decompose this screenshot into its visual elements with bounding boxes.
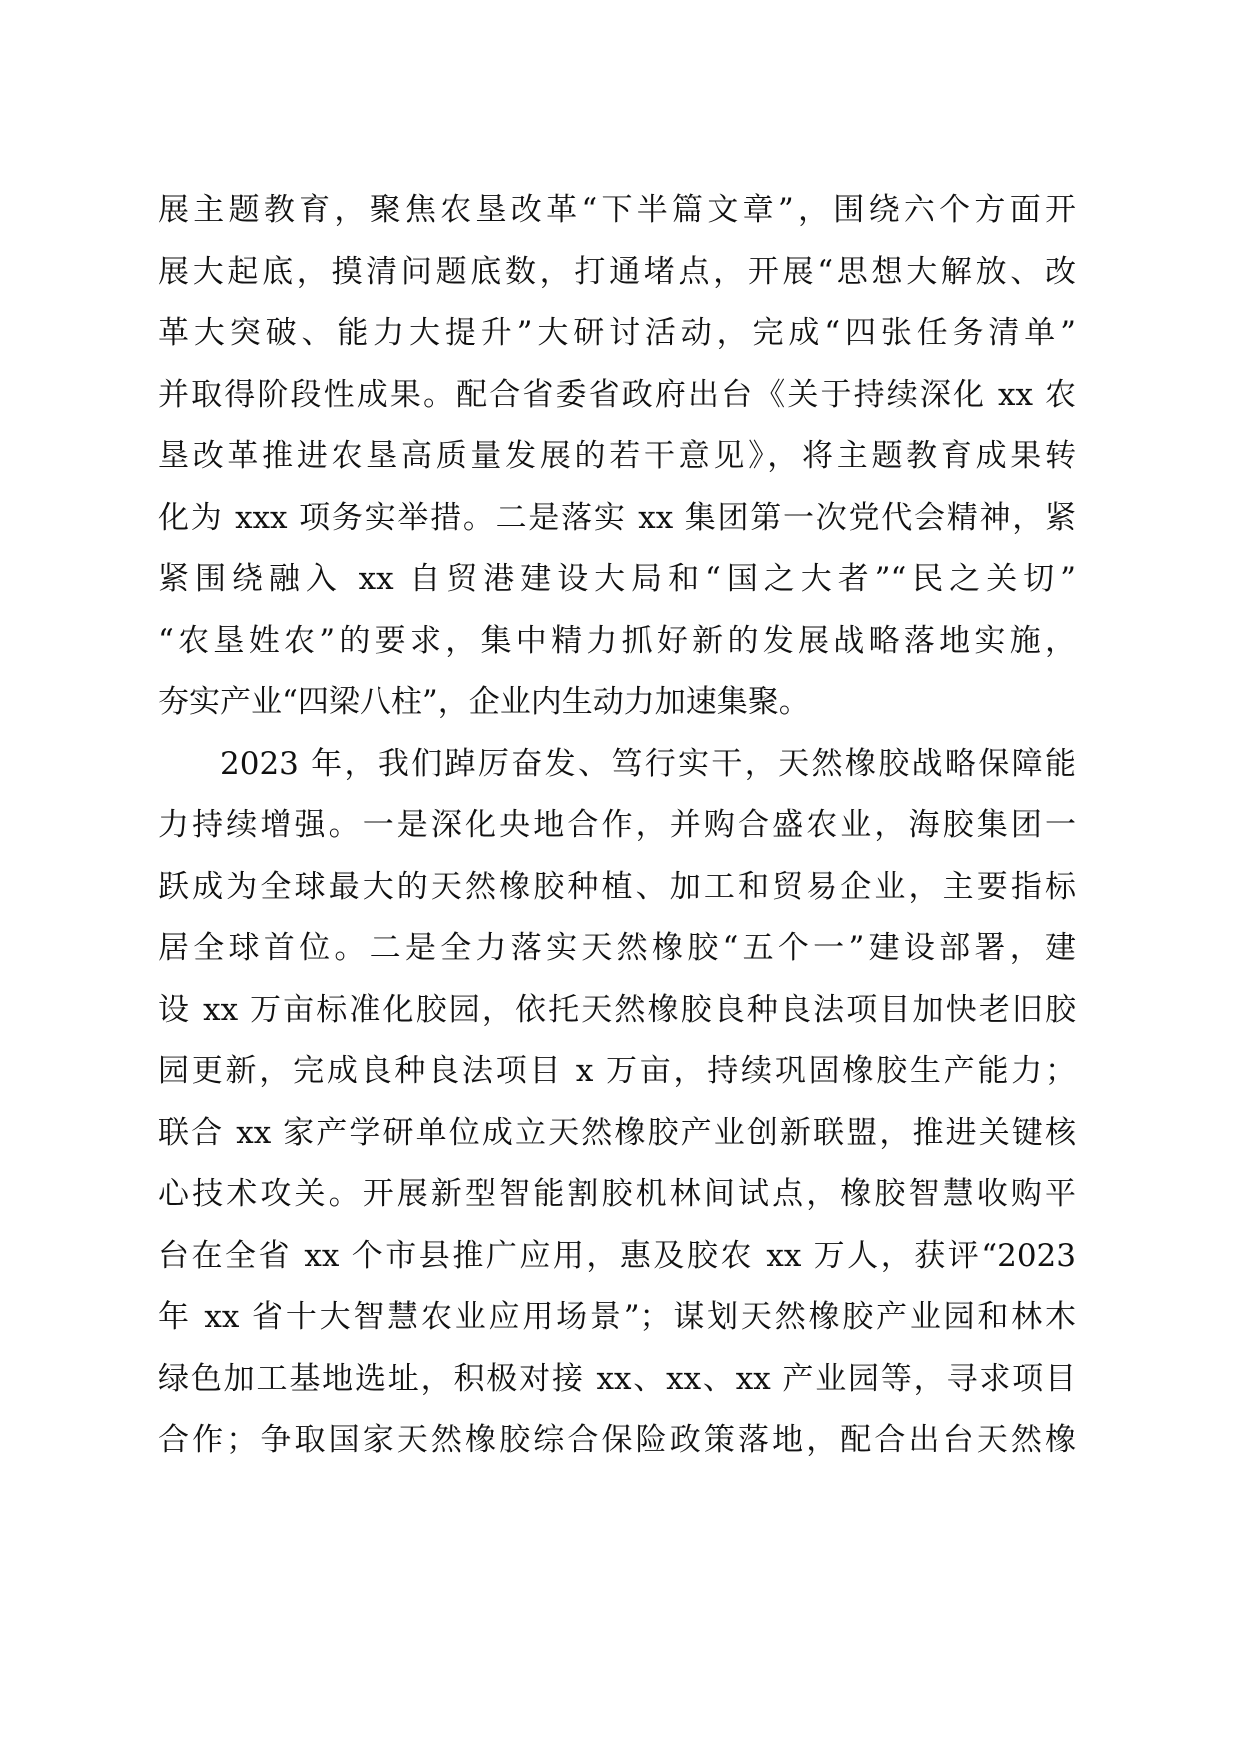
paragraph-line: 跃成为全球最大的天然橡胶种植、加工和贸易企业，主要指标 bbox=[158, 868, 1076, 905]
body-text bbox=[158, 188, 1076, 1480]
paragraph-1 bbox=[158, 188, 1076, 742]
paragraph-line: 力持续增强。一是深化央地合作，并购合盛农业，海胶集团一 bbox=[158, 807, 1076, 843]
paragraph-line: “农垦姓农”的要求，集中精力抓好新的发展战略落地实施， bbox=[158, 622, 1076, 659]
paragraph-line: 年 xx 省十大智慧农业应用场景”；谋划天然橡胶产业园和林木 bbox=[158, 1299, 1076, 1335]
paragraph-line: 居全球首位。二是全力落实天然橡胶“五个一”建设部署，建 bbox=[158, 930, 1076, 966]
paragraph-2 bbox=[158, 742, 1076, 1480]
paragraph-line: 心技术攻关。开展新型智能割胶机林间试点，橡胶智慧收购平 bbox=[158, 1176, 1076, 1212]
paragraph-line: 展大起底，摸清问题底数，打通堵点，开展“思想大解放、改 bbox=[158, 253, 1076, 290]
paragraph-line: 合作；争取国家天然橡胶综合保险政策落地，配合出台天然橡 bbox=[158, 1422, 1076, 1458]
paragraph-line: 垦改革推进农垦高质量发展的若干意见》，将主题教育成果转 bbox=[158, 438, 1076, 474]
paragraph-line: 革大突破、能力大提升”大研讨活动，完成“四张任务清单” bbox=[158, 315, 1076, 351]
paragraph-line: 紧围绕融入 xx 自贸港建设大局和“国之大者”“民之关切” bbox=[158, 561, 1076, 597]
paragraph-line: 夯实产业“四梁八柱”，企业内生动力加速集聚。 bbox=[158, 684, 810, 720]
paragraph-line: 展主题教育，聚焦农垦改革“下半篇文章”，围绕六个方面开 bbox=[158, 192, 1076, 228]
paragraph-line: 设 xx 万亩标准化胶园，依托天然橡胶良种良法项目加快老旧胶 bbox=[158, 991, 1076, 1028]
paragraph-line: 化为 xxx 项务实举措。二是落实 xx 集团第一次党代会精神，紧 bbox=[158, 499, 1076, 536]
paragraph-line: 园更新，完成良种良法项目 x 万亩，持续巩固橡胶生产能力； bbox=[158, 1053, 1076, 1089]
paragraph-line: 绿色加工基地选址，积极对接 xx、xx、xx 产业园等，寻求项目 bbox=[158, 1360, 1076, 1397]
paragraph-line: 联合 xx 家产学研单位成立天然橡胶产业创新联盟，推进关键核 bbox=[158, 1114, 1076, 1151]
paragraph-line: 并取得阶段性成果。配合省委省政府出台《关于持续深化 xx 农 bbox=[158, 376, 1076, 413]
paragraph-line: 台在全省 xx 个市县推广应用，惠及胶农 xx 万人，获评“2023 bbox=[158, 1237, 1076, 1274]
paragraph-line: 2023 年，我们踔厉奋发、笃行实干，天然橡胶战略保障能 bbox=[220, 745, 1076, 782]
